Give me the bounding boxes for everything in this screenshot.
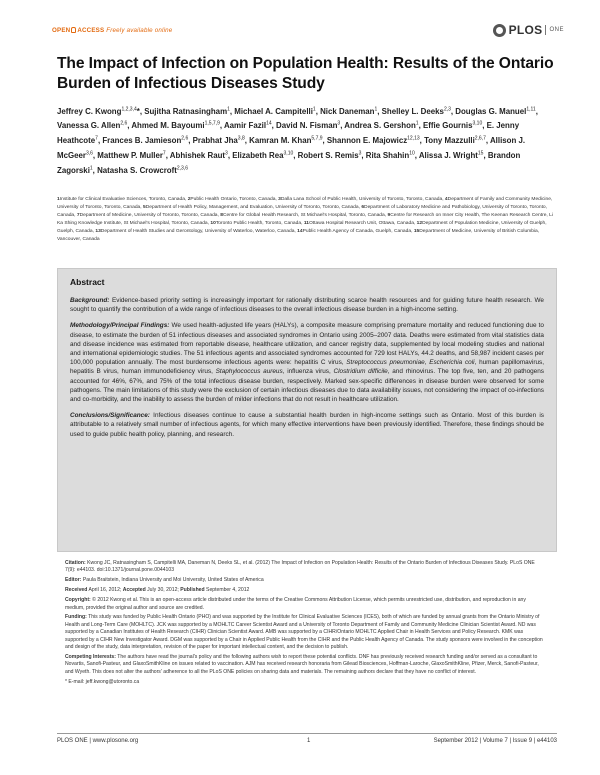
methods-text: , and rhinovirus. The top five, ten, and 20 pathogens accounted for 46%, 67%, and 75% of the total infectious disease burden, respectively. Marked sex-specific differences in disease burden were observed for some pathogens. The main limitations of this study were the exclusion of certain infectious diseases due to data availability issues, not considering the impact of co-infections and co-morbidity, and the inability to assess the burden of milder infections that do not result in healthcare utilization. [70,368,544,404]
plos-logo-icon [493,24,506,37]
author-affiliation-numbers: 1 [415,120,419,127]
article-metadata [65,560,545,689]
affiliation-number: 14 [297,229,303,234]
open-lock-icon [71,27,76,33]
accepted-text: July 30, 2012; [145,587,181,594]
author-separator: , [485,136,490,146]
author-separator: , [340,121,345,131]
author-name-text: Robert S. Remis [297,150,359,160]
author-name [102,136,192,145]
author-name [144,107,234,116]
author-affiliation-numbers: 7 [95,135,98,142]
author-affiliation-numbers: 2,3 [443,106,451,112]
author-affiliation-numbers: 3,6 [85,150,93,157]
editor-text: Paula Braitstein, Indiana University and Moi University, United States of America [81,577,264,584]
affiliation-text: Department of Population Medicine, University of Guelph, Guelph, Canada, [57,221,547,234]
author-separator: , [482,121,487,131]
author-affiliation-numbers: 1,2,3,4 [121,106,137,112]
abstract-box [57,268,557,552]
author-name [320,107,382,116]
author-name-text: Matthew P. Muller [97,150,163,160]
author-affiliation-numbers: 1 [227,106,230,112]
affiliation-text: Dalla Lana School of Public Health, University of Toronto, Toronto, Canada, [280,197,445,202]
footer-issue-info: September 2012 | Volume 7 | Issue 9 | e44103 [433,738,557,744]
author-name-text: Tony Mazzulli [424,136,475,146]
author-separator: , [244,136,250,146]
author-affiliation-numbers: 1 [374,106,378,112]
citation-lead: Citation: [65,560,86,566]
author-affiliation-numbers: 2,6 [120,120,128,127]
author-affiliation-numbers: 3 [337,120,341,127]
abstract-methods [70,321,544,404]
author-affiliation-numbers: 3,10 [283,150,294,157]
author-separator: , [361,150,366,160]
affiliation-item [278,197,445,202]
author-name-text: Natasha S. Crowcroft [97,165,177,175]
affiliation-item [188,197,278,202]
journal-header [52,23,564,43]
corresponding-author-mark: * [136,106,140,116]
author-name-text: Frances B. Jamieson [102,136,182,146]
author-name-text: Aamir Fazil [223,121,267,131]
author-name-text: Shelley L. Deeks [381,106,444,116]
author-separator: , [97,136,103,146]
conclusions-text: Infectious diseases continue to cause a substantial health burden in high-income settings such as Ontario. Most of this burden is attributable to a relatively small number of infectious agents, for which many effective interventions have been previously identified. Therefore, these findings should be used to guide public health policy, planning, and research. [70,412,544,438]
species-name: Escherichia coli [429,359,475,367]
author-name-text: Elizabeth Rea [232,150,284,160]
affiliation-item [77,213,220,218]
copyright-text: © 2012 Kwong et al. This is an open-access article distributed under the terms of the Creative Commons Attribution License, which permits unrestricted use, distribution, and reproduction in any medium, provided the original author and source are credited. [65,597,526,611]
affiliation-number: 12 [416,221,423,226]
author-affiliation-numbers: 10 [409,150,415,157]
affiliation-text: Centre for Research on Inner City Health, The Keenan Research Centre, Li Ka Shing Knowledge Institute, St Michael's Hospital, Toronto, Canada, [57,213,553,226]
abstract-background [70,296,544,314]
affiliation-item [143,205,361,210]
dates [65,587,545,594]
affiliation-text: Department of Medicine, University of British Columbia, Vancouver, Canada [57,229,540,242]
author-affiliation-numbers: 3,10 [472,120,483,127]
affiliation-number: 2 [187,197,191,202]
author-name-text: Sujitha Ratnasingham [144,106,228,116]
author-name-text: Andrea S. Gershon [344,121,416,131]
author-separator: , [322,136,327,146]
affiliation-item [57,197,188,202]
competing-interests [65,654,545,676]
affiliation-number: 8 [220,213,223,218]
author-name [57,121,131,130]
funding-text: This study was funded by Public Health Ontario (PHO) and was supported by the Institute for Clinical Evaluative Sciences (ICES), both of which are funded by annual grants from the Ontario Ministry of Health and Long-Term Care (MOHLTC). JCK was supported by a MOHLTC Career Scientist Award and a University of Toronto Department of Family and Community Medicine Clinician Scientist Award. ND was supported by a Canadian Institutes of Health Research (CIHR) Clinician Scientist Award. AMB was supported by a CIHR/Ontario MOHLTC Applied Chair in Health Services and Policy Research. KMK was supported by a CIHR New Investigator Award. DGM was supported by a Chair in Applied Public Health from the CIHR and the Public Health Agency of Canada. The study sponsors were involved in the conception and design of the study, data interpretation, revision of the paper for important intellectual content, and the decision to publish. [65,614,543,651]
affiliation-number: 15 [413,229,420,234]
affiliation-number: 3 [278,197,281,202]
species-name: Staphylococcus aureus [215,368,283,376]
author-separator: , [219,121,224,131]
author-affiliation-numbers: 2,6 [181,135,189,142]
author-name-text: Allison J. McGeer [57,136,526,160]
citation [65,560,545,575]
affiliation-text: Centre for Global Health Research, St Michael's Hospital, Toronto, Canada, [222,213,388,218]
open-access-mark [52,27,172,34]
article-title: The Impact of Infection on Population Health: Results of the Ontario Burden of Infectious Diseases Study [57,55,554,92]
author-list [57,103,557,177]
methods-text: , human papillomavirus, hepatitis B virus, human immunodeficiency virus, [70,359,544,376]
author-name-text: Ahmed M. Bayoumi [131,121,205,131]
affiliation-number: 4 [444,197,448,202]
author-name [366,151,419,160]
author-affiliation-numbers: 3 [225,150,228,157]
affiliation-number: 7 [76,213,80,218]
methods-text: We used health-adjusted life years (HALYs), a composite measure comprising premature mortality and reduced functioning due to disease, to estimate the burden of 51 infectious diseases and associated syndromes in Ontario using 2005–2007 data. Deaths were estimated from vital statistics data and disease incidence was estimated from reportable disease, healthcare utilization, and cancer registry data, supplemented by local modeling studies and national and international epidemiologic studies. The 51 infectious agents and associated syndromes accounted for 729 lost HALYs, 44.2 deaths, and 58,987 incident cases per 100,000 population annually. The most burdensome infectious agents were: hepatitis C virus, [70,322,544,367]
species-name: Clostridium difficile [333,368,388,376]
author-name [131,121,224,130]
affiliation-text: Department of Medicine, University of Toronto, Toronto, Canada, [79,213,221,218]
published-text: September 4, 2012 [204,587,250,594]
author-affiliation-numbers: 3 [358,150,362,157]
author-name [57,107,144,116]
author-affiliation-numbers: 3,8 [237,135,245,142]
oa-open-label: OPEN [52,27,71,34]
oa-free-label: Freely available online [106,27,173,34]
author-separator: , [139,106,145,116]
affiliation-text: Public Health Ontario, Toronto, Canada, [190,197,279,202]
author-name-text: Abhishek Raut [169,150,226,160]
affiliation-text: Department of Health Policy, Management, and Evaluation, University of Toronto, Toronto, Canada, [145,205,362,210]
author-separator: , [227,150,233,160]
author-affiliation-numbers: 1,5,7,9 [204,120,220,127]
author-name [344,121,423,130]
author-name-text: E. Jenny Heathcote [57,121,520,146]
affiliation-number: 5 [143,205,146,210]
plos-logo-text: PLOS [508,23,543,37]
author-separator: , [271,121,277,131]
plos-one-logo [493,23,564,37]
author-name [382,107,456,116]
author-separator: , [450,106,456,116]
author-affiliation-numbers: 1 [89,164,93,171]
author-separator: , [535,106,538,116]
logo-divider [545,25,546,35]
author-separator: , [419,136,425,146]
author-affiliation-numbers: 12,13 [407,135,420,142]
affiliation-number: 1 [57,197,60,202]
author-name-text: Rita Shahin [365,150,410,160]
author-name-text: Shannon E. Majowicz [326,136,408,146]
author-separator: , [377,106,382,116]
affiliation-text: Public Health Agency of Canada, Guelph, Canada, [302,229,414,234]
copyright [65,597,545,612]
funding [65,614,545,651]
affiliation-text: Institute for Clinical Evaluative Sciences, Toronto, Canada, [59,197,188,202]
author-separator: , [293,150,298,160]
author-name [234,107,320,116]
abstract-body [70,296,544,446]
affiliation-list [57,196,557,244]
author-name [232,151,297,160]
author-separator: , [165,150,170,160]
author-separator: , [92,150,98,160]
author-separator: , [229,106,235,116]
author-separator: , [92,165,98,175]
author-affiliation-numbers: 5,7,9 [311,135,323,142]
footer-journal-link[interactable]: PLOS ONE | www.plosone.org [57,738,139,744]
affiliation-item [220,213,387,218]
author-name-text: Vanessa G. Allen [57,121,121,131]
methods-text: , influenza virus, [282,368,334,376]
author-affiliation-numbers: 15 [477,150,484,157]
copyright-lead: Copyright: [65,597,91,604]
affiliation-text: Department of Health Studies and Gerontology, University of Waterloo, Waterloo, Canada, [100,229,298,234]
author-name [423,121,487,130]
competing-lead: Competing Interests: [65,653,116,660]
author-separator: , [315,106,321,116]
author-name-text: Brandon Zagorski [57,150,521,175]
author-name [224,121,276,130]
received-text: April 16, 2012; [87,587,123,594]
author-affiliation-numbers: 1 [312,106,316,112]
author-name [419,151,488,160]
author-separator: , [414,150,419,160]
footer-divider [57,733,557,734]
corresponding-email[interactable]: * E-mail: jeff.kwong@utoronto.ca [65,678,140,685]
affiliation-item [304,221,417,226]
affiliation-text: Department of Laboratory Medicine and Pathobiology, University of Toronto, Toronto, Canada, [57,205,548,218]
author-separator: , [188,136,193,146]
affiliation-number: 6 [361,205,365,210]
affiliation-number: 10 [210,221,216,226]
author-affiliation-numbers: 7 [162,150,166,157]
published-lead: Published [180,587,205,594]
author-name [327,136,424,145]
editor-lead: Editor: [65,577,82,584]
conclusions-lead: Conclusions/Significance: [70,412,150,420]
author-name [455,107,538,116]
author-separator: , [127,121,132,131]
author-name [424,136,490,145]
editor [65,577,545,584]
received-lead: Received [65,587,88,594]
author-name [276,121,344,130]
affiliation-item [95,229,297,234]
author-name-text: Prabhat Jha [192,136,238,146]
author-affiliation-numbers: 2,6,7 [474,135,486,142]
author-name [170,151,232,160]
oa-access-label: ACCESS [77,27,105,34]
author-name-text: David N. Fisman [276,121,338,131]
author-name-text: Douglas G. Manuel [455,106,527,116]
author-affiliation-numbers: 1,11 [526,106,536,112]
abstract-conclusions [70,411,544,439]
affiliation-text: Ottawa Hospital Research Unit, Ottawa, Canada, [308,221,417,226]
author-separator: , [418,121,423,131]
background-text: Evidence-based priority setting is increasingly important for rationally distributing scarce health resources and for guiding future health research. We sought to quantify the contribution of a wide range of infectious diseases to the overall infectious disease burden in a high-income setting. [70,297,544,314]
author-name-text: Alissa J. Wright [418,150,478,160]
methods-lead: Methodology/Principal Findings: [70,322,170,330]
plos-one-label: ONE [549,27,564,33]
affiliation-item [210,221,303,226]
author-name [97,151,170,160]
affiliation-number: 13 [95,229,101,234]
author-name [193,136,250,145]
background-lead: Background: [70,297,110,304]
affiliation-text: Department of Family and Community Medicine, University of Toronto, Toronto, Canada, [57,197,553,210]
author-name-text: Nick Daneman [320,106,375,116]
author-separator: , [483,150,488,160]
author-name [249,136,327,145]
author-name-text: Michael A. Campitelli [234,106,313,116]
affiliation-text: Toronto Public Health, Toronto, Canada, [215,221,304,226]
author-name [97,166,188,175]
methods-text: , [424,359,430,367]
affiliation-item [297,229,414,234]
author-name [298,151,366,160]
author-name-text: Jeffrey C. Kwong [57,106,122,116]
affiliation-number: 11 [303,221,309,226]
accepted-lead: Accepted [122,587,146,594]
author-name-text: Kamran M. Khan [249,136,312,146]
author-affiliation-numbers: 2,3,6 [176,164,188,171]
author-name-text: Effie Gournis [422,121,473,131]
page-number: 1 [307,738,311,744]
citation-text: Kwong JC, Ratnasingham S, Campitelli MA, Daneman N, Deeks SL, et al. (2012) The Impact of Infection on Population Health: Results of the Ontario Burden of Infectious Diseases Study. PLoS ONE 7(9): e44103. doi:10.1371/journal.pone.0044103 [65,560,535,574]
author-affiliation-numbers: 14 [266,120,272,127]
competing-text: The authors have read the journal's policy and the following authors wish to report these potential conflicts. DNF has previously received research funding and/or served as a consultant to Novartis, Sanofi-Pasteur, and GlaxoSmithKline on issues related to vaccination. AJM has received research honoraria from Gilead Biosciences, Hoffman-Laroche, GlaxoSmithKline, Pfizer, Merck, Sanofi-Pasteur, and Wyeth. This does not alter the authors' adherence to all the PLoS ONE policies on sharing data and materials. The remaining authors declare that they have no conflict of interest. [65,653,539,675]
affiliation-number: 9 [387,213,391,218]
abstract-heading: Abstract [70,277,105,287]
species-name: Streptococcus pneumoniae [346,359,425,367]
funding-lead: Funding: [65,614,87,621]
